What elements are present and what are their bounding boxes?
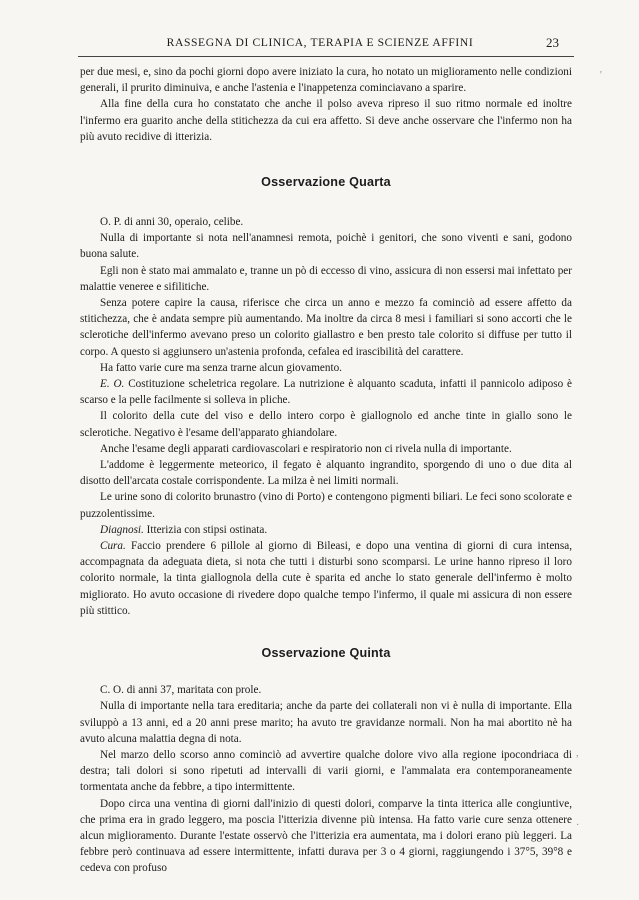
cure-label: Cura. xyxy=(100,540,126,553)
exam-label: E. O. xyxy=(100,378,125,391)
onset-paragraph: Senza potere capire la causa, riferisce che circa un anno e mezzo fa cominciò ad essere affetto da stitichezza, che è andata sempre più aumentando. Ma inoltre da circa 8 mesi i familiari si sono accorti che le sclerotiche dell'infermo avevano preso un colorito giallastro e ben presto tale colorito si diffuse per tutto il corpo. A questo si aggiunsero un'astenia profonda, cefalea ed irascibilità del carattere. xyxy=(80,297,572,358)
skin-paragraph: Il colorito della cute del viso e dello intero corpo è giallognolo ed anche tinte in giallo sono le sclerotiche. Negativo è l'esame dell'apparato ghiandolare. xyxy=(80,410,572,439)
margin-mark: ' xyxy=(600,70,602,81)
treatments-paragraph: Ha fatto varie cure ma senza trarne alcun giovamento. xyxy=(100,361,342,374)
diagnosis-paragraph xyxy=(80,522,572,538)
jaundice-paragraph: Dopo circa una ventina di giorni dall'inizio di questi dolori, comparve la tinta itterica alle congiuntive, che prima era in grado leggero, ma poscia l'itterizia divenne più intensa. Ha fatto varie cure senza ottenere alcun miglioramento. Durante l'estate osservò che l'itterizia era aumentata, ma i dolori erano più leggeri. La febbre però continuava ad essere intermittente, infatti durava per 3 o 4 giorni, raggiungendo i 37°5, 39°8 e cedeva con profuso xyxy=(80,797,572,875)
cardio-paragraph: Anche l'esame degli apparati cardiovascolari e respiratorio non ci rivela nulla di importante. xyxy=(100,442,512,455)
margin-mark: · xyxy=(576,820,580,831)
pain-paragraph: Nel marzo dello scorso anno cominciò ad avvertire qualche dolore vivo alla regione ipocondriaca di destra; tali dolori si sono ripetuti ad intervalli di varii giorni, e l'ammalata era contemporaneamente tormentata anche da febbre, a tipo intermittente. xyxy=(80,748,572,794)
hereditary-paragraph: Nulla di importante nella tara ereditaria; anche da parte dei collaterali non vi è nulla di importante. Ella sviluppò a 13 anni, ed a 20 anni prese marito; ha avuto tre gravidanze normali. Non ha mai abortito nè ha avuto alcuna malattia degna di nota. xyxy=(80,700,572,745)
patient-line: C. O. di anni 37, maritata con prole. xyxy=(100,684,262,697)
section-title-osservazione-quarta: Osservazione Quarta xyxy=(261,175,391,190)
intro-paragraph-2: Alla fine della cura ho constatato che anche il polso aveva ripreso il suo ritmo normale ed inoltre l'infermo era guarito anche della stitichezza da cui era affetto. Si deve anche osservare che l'infermo non ha più avuto recidive di itterizia. xyxy=(80,98,572,143)
margin-mark: , xyxy=(576,748,579,759)
intro-paragraph-1: per due mesi, e, sino da pochi giorni dopo avere iniziato la cura, ho notato un miglioramento nelle condizioni generali, il prurito diminuiva, e anche l'astenia e l'inappetenza cominciavano a sparire. xyxy=(80,66,572,95)
header-rule xyxy=(78,56,574,57)
anamnesis-paragraph: Nulla di importante si nota nell'anamnesi remota, poichè i genitori, che sono viventi e sani, godono buona salute. xyxy=(80,232,572,261)
running-head: RASSEGNA DI CLINICA, TERAPIA E SCIENZE AFFINI xyxy=(166,36,474,49)
urine-paragraph: Le urine sono di colorito brunastro (vino di Porto) e contengono pigmenti biliari. Le feci sono scolorate e puzzolentissime. xyxy=(80,491,572,520)
patient-line: O. P. di anni 30, operaio, celibe. xyxy=(100,216,244,229)
diagnosis-label: Diagnosi. xyxy=(100,523,144,536)
abdomen-paragraph: L'addome è leggermente meteorico, il fegato è alquanto ingrandito, sporgendo di uno o due dita al disotto dell'arcata costale corrispondente. La milza è nei limiti normali. xyxy=(80,459,572,488)
section-title-osservazione-quinta: Osservazione Quinta xyxy=(261,646,391,661)
page-number: 23 xyxy=(546,35,559,50)
page-body xyxy=(80,64,572,877)
exam-text: Costituzione scheletrica regolare. La nutrizione è alquanto scaduta, infatti il pannicolo adiposo è scarso e la pelle facilmente si solleva in pliche. xyxy=(80,378,572,407)
exam-paragraph xyxy=(80,376,572,408)
cure-paragraph xyxy=(80,538,572,619)
diagnosis-text: Itterizia con stipsi ostinata. xyxy=(146,523,268,536)
history-paragraph: Egli non è stato mai ammalato e, tranne un pò di eccesso di vino, assicura di non essersi mai infettato per malattie veneree e sifilitiche. xyxy=(80,264,572,293)
cure-text: Faccio prendere 6 pillole al giorno di Bileasi, e dopo una ventina di giorni di cura intensa, accompagnata da adeguata dieta, si nota che tutti i disturbi sono scomparsi. Le urine hanno ripreso il loro colorito normale, la tinta giallognola della cute è sparita ed anche lo stato generale dell'infermo è molto migliorato. Ho avuto occasione di rivedere dopo qualche tempo l'infermo, il quale mi assicura di non essere più stittico. xyxy=(80,540,572,617)
